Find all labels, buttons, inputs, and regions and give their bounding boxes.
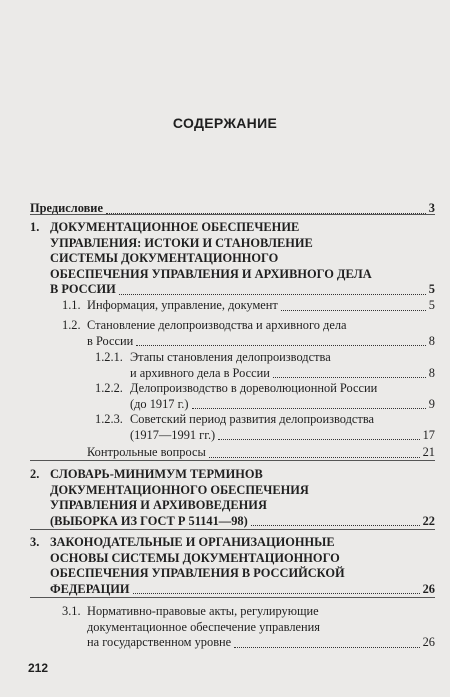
toc-entry-number: 1. — [30, 220, 40, 234]
toc-entry-page: 5 — [428, 298, 435, 312]
toc-entry-page: 9 — [428, 396, 435, 411]
section-divider — [30, 529, 435, 530]
toc-entry-title-line: УПРАВЛЕНИЯ И АРХИВОВЕДЕНИЯ — [50, 498, 267, 512]
toc-entry-title-line: ОБЕСПЕЧЕНИЯ УПРАВЛЕНИЯ В РОССИЙСКОЙ — [50, 566, 345, 580]
toc-entry-title-line: (до 1917 г.) — [130, 396, 189, 411]
toc-entry-page: 5 — [428, 282, 435, 296]
leader-dots — [133, 593, 420, 594]
toc-entry-number: 1.2.1. — [95, 350, 123, 364]
leader-dots — [273, 377, 426, 378]
section-divider — [30, 460, 435, 461]
toc-entry-page: 22 — [422, 513, 435, 528]
page-title: СОДЕРЖАНИЕ — [172, 115, 278, 131]
toc-entry-number: 1.2.3. — [95, 412, 123, 426]
toc-entry-title-line: и архивного дела в России — [130, 365, 270, 380]
toc-entry-number: 1.1. — [62, 298, 81, 312]
toc-entry-title-line: ДОКУМЕНТАЦИОННОГО ОБЕСПЕЧЕНИЯ — [50, 482, 309, 497]
toc-entry-title-line: (1917—1991 гг.) — [130, 427, 216, 442]
toc-entry-page: 8 — [428, 333, 435, 348]
leader-dots — [234, 647, 419, 648]
toc-entry-title-line: на государственном уровне — [87, 635, 232, 649]
toc-entry-number: 3. — [30, 535, 40, 549]
leader-dots — [209, 457, 420, 458]
toc-entry-title-line: Информация, управление, документ — [87, 298, 278, 312]
toc-entry-number: 2. — [30, 467, 40, 481]
toc-entry-title-line: документационное обеспечение управления — [87, 619, 320, 634]
toc-entry-title-line: Этапы становления делопроизводства — [130, 350, 331, 364]
toc-entry-title-line: Делопроизводство в дореволюционной России — [130, 381, 378, 395]
toc-entry-title-line: Нормативно-правовые акты, регулирующие — [87, 604, 319, 618]
toc-entry-title-line: СЛОВАРЬ-МИНИМУМ ТЕРМИНОВ — [50, 467, 263, 481]
toc-entry-page: 21 — [422, 445, 435, 459]
toc-entry-title-line: В РОССИИ — [50, 282, 116, 296]
toc-entry-title-line: ФЕДЕРАЦИИ — [50, 581, 130, 596]
toc-entry-title-line: (ВЫБОРКА ИЗ ГОСТ Р 51141—98) — [50, 513, 248, 528]
leader-dots — [251, 525, 420, 526]
leader-dots — [218, 439, 419, 440]
toc-entry-page: 8 — [428, 365, 435, 380]
toc-entry-number: 3.1. — [62, 604, 81, 618]
toc-entry-page: 17 — [422, 427, 435, 442]
toc-entry-title-line: СИСТЕМЫ ДОКУМЕНТАЦИОННОГО — [50, 251, 279, 265]
toc-entry-page: 26 — [422, 581, 435, 596]
toc-entry-title-line: ЗАКОНОДАТЕЛЬНЫЕ И ОРГАНИЗАЦИОННЫЕ — [50, 535, 335, 549]
page-number: 212 — [28, 661, 49, 675]
leader-dots — [281, 310, 426, 311]
toc-entry-page: 26 — [422, 635, 435, 649]
toc-entry-title-line: Предисловие — [30, 201, 103, 215]
toc-entry-number: 1.2.2. — [95, 381, 123, 395]
toc-entry-title-line: Контрольные вопросы — [87, 445, 206, 459]
toc-entry-title-line: ОСНОВЫ СИСТЕМЫ ДОКУМЕНТАЦИОННОГО — [50, 550, 340, 565]
leader-dots — [119, 294, 426, 295]
toc-entry-title-line: ДОКУМЕНТАЦИОННОЕ ОБЕСПЕЧЕНИЕ — [50, 220, 300, 234]
toc-entry-title-line: ОБЕСПЕЧЕНИЯ УПРАВЛЕНИЯ И АРХИВНОГО ДЕЛА — [50, 266, 372, 281]
toc-entry-title-line: в России — [87, 333, 134, 348]
toc-entry-page: 3 — [428, 201, 435, 215]
leader-dots — [192, 408, 426, 409]
toc-entry-title-line: Становление делопроизводства и архивного дела — [87, 318, 347, 332]
toc-entry-title-line: УПРАВЛЕНИЯ: ИСТОКИ И СТАНОВЛЕНИЕ — [50, 235, 313, 250]
leader-dots — [136, 345, 426, 346]
section-divider — [30, 597, 435, 598]
toc-entry-number: 1.2. — [62, 318, 81, 332]
toc-entry-title-line: Советский период развития делопроизводства — [130, 412, 375, 426]
section-divider — [30, 214, 435, 215]
